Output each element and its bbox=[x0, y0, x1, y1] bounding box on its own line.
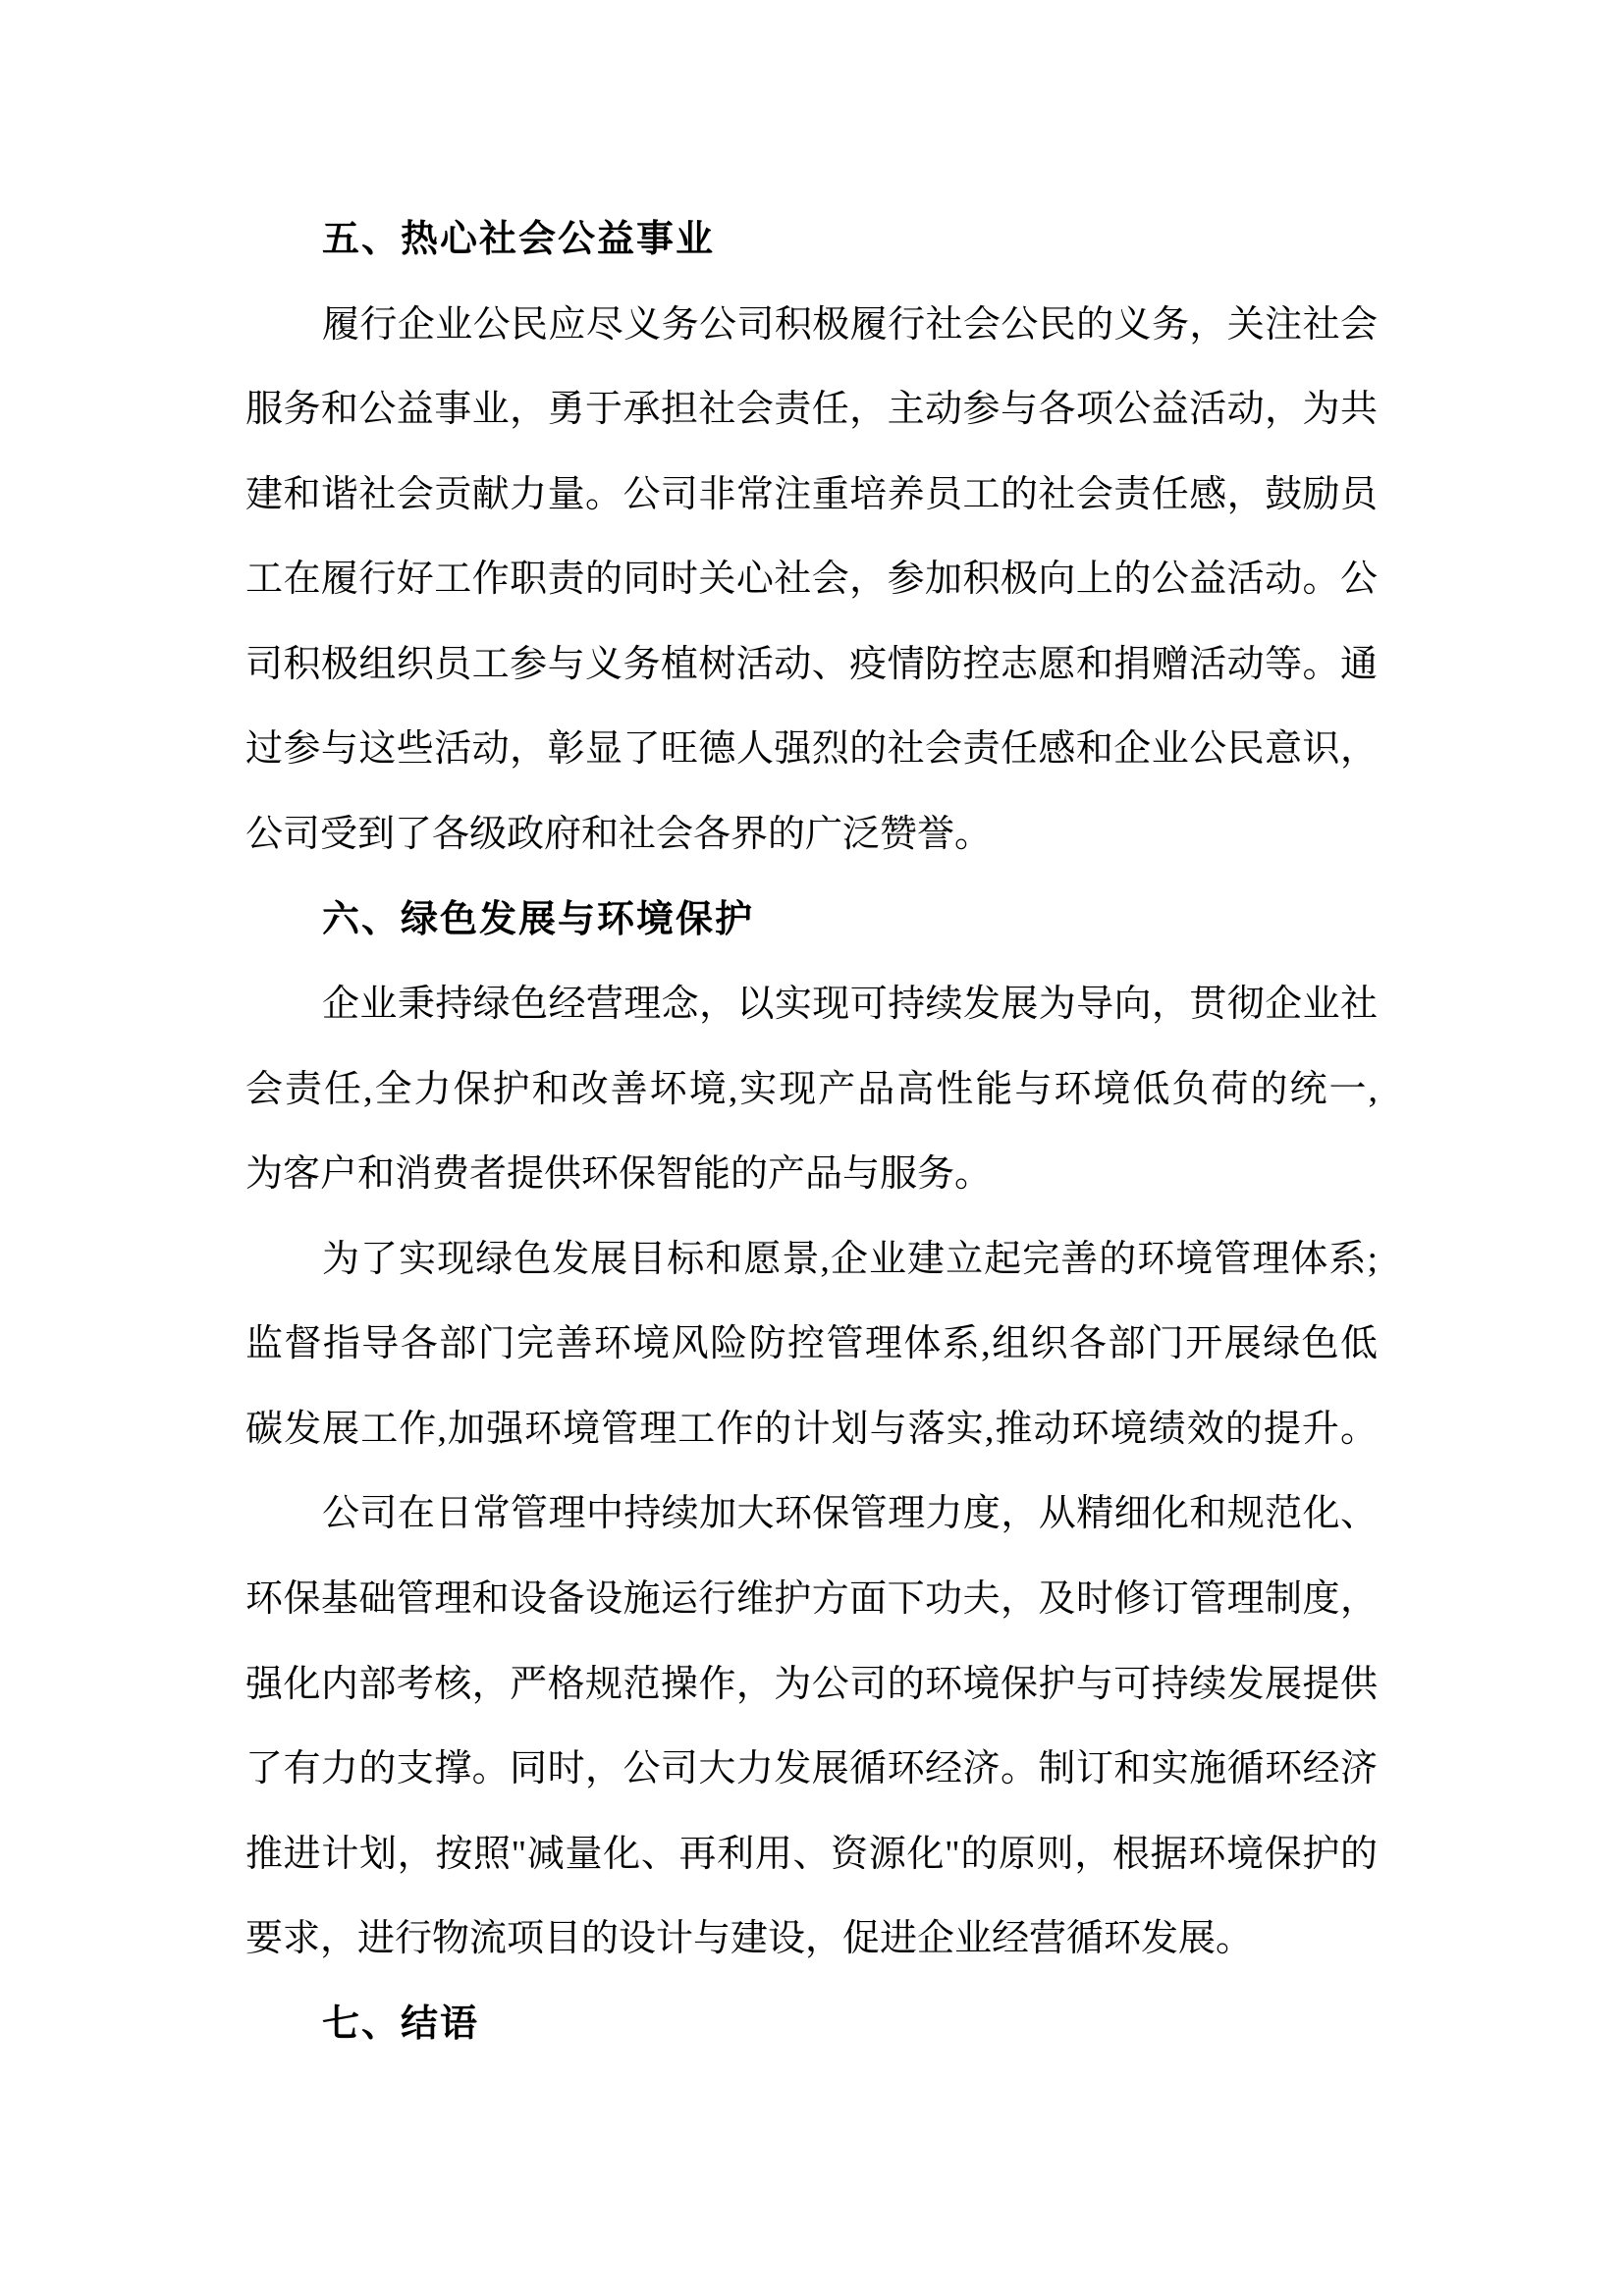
text-line: 履行企业公民应尽义务公司积极履行社会公民的义务，关注社会 bbox=[322, 303, 1378, 346]
text-line: 司积极组织员工参与义务植树活动、疫情防控志愿和捐赠活动等。通 bbox=[245, 643, 1378, 685]
text-line: 建和谐社会贡献力量。公司非常注重培养员工的社会责任感，鼓励员 bbox=[245, 473, 1378, 515]
text-line: 企业秉持绿色经营理念，以实现可持续发展为导向，贯彻企业社 bbox=[322, 984, 1378, 1026]
text-line: 环保基础管理和设备设施运行维护方面下功夫，及时修订管理制度， bbox=[245, 1578, 1378, 1620]
section-heading: 七、结语 bbox=[322, 2002, 480, 2045]
text-line: 要求，进行物流项目的设计与建设，促进企业经营循环发展。 bbox=[245, 1918, 1254, 1960]
text-line: 推进计划，按照"减量化、再利用、资源化"的原则，根据环境保护的 bbox=[245, 1833, 1378, 1875]
text-line: 碳发展工作,加强环境管理工作的计划与落实,推动环境绩效的提升。 bbox=[245, 1408, 1378, 1450]
text-line: 公司受到了各级政府和社会各界的广泛赞誉。 bbox=[245, 813, 993, 855]
text-line: 工在履行好工作职责的同时关心社会，参加积极向上的公益活动。公 bbox=[245, 559, 1378, 601]
text-line: 服务和公益事业，勇于承担社会责任，主动参与各项公益活动，为共 bbox=[245, 389, 1378, 431]
text-line: 监督指导各部门完善环境风险防控管理体系,组织各部门开展绿色低 bbox=[245, 1323, 1378, 1365]
text-line: 过参与这些活动，彰显了旺德人强烈的社会责任感和企业公民意识， bbox=[245, 728, 1378, 771]
section-heading: 五、热心社会公益事业 bbox=[322, 219, 716, 260]
section-heading: 六、绿色发展与环境保护 bbox=[322, 898, 755, 940]
text-line: 为客户和消费者提供环保智能的产品与服务。 bbox=[245, 1153, 993, 1196]
text-column bbox=[245, 197, 1378, 2066]
text-line: 为了实现绿色发展目标和愿景,企业建立起完善的环境管理体系; bbox=[322, 1238, 1378, 1280]
text-line: 公司在日常管理中持续加大环保管理力度，从精细化和规范化、 bbox=[322, 1493, 1378, 1535]
text-line: 强化内部考核，严格规范操作，为公司的环境保护与可持续发展提供 bbox=[245, 1663, 1378, 1705]
text-line: 了有力的支撑。同时，公司大力发展循环经济。制订和实施循环经济 bbox=[245, 1748, 1378, 1790]
text-line: 会责任,全力保护和改善坏境,实现产品高性能与环境低负荷的统一, bbox=[245, 1068, 1378, 1110]
